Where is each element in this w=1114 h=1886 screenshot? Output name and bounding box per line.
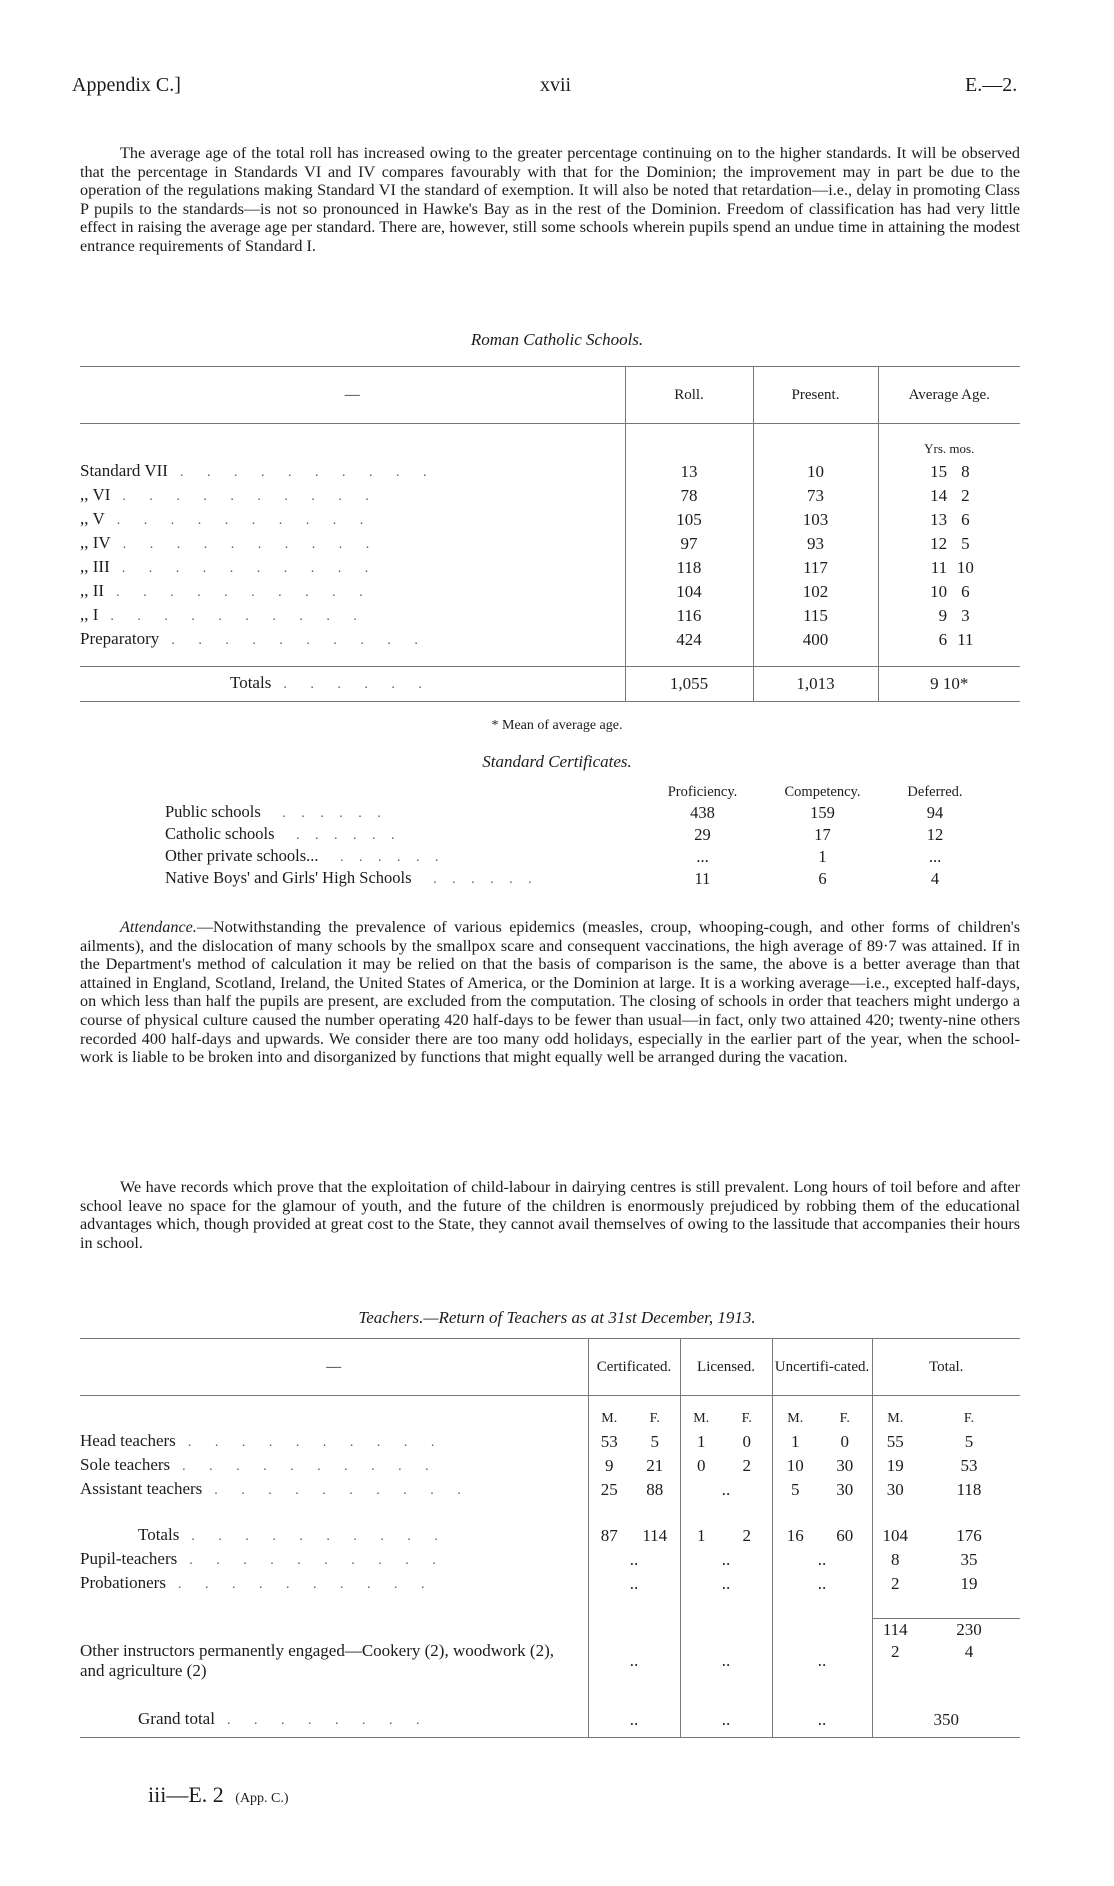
rc-row-roll: 104 xyxy=(625,580,753,604)
rc-row-yrs: 10 xyxy=(930,582,948,601)
rc-totals-roll: 1,055 xyxy=(625,667,753,702)
mf-f: F. xyxy=(649,1411,660,1426)
mf-m: M. xyxy=(872,1396,918,1431)
rc-row-present: 10 xyxy=(753,460,878,484)
empty-cell: .. xyxy=(772,1703,872,1738)
pupil-teachers-m: 8 xyxy=(872,1548,918,1572)
header-right: E.—2. xyxy=(965,74,1018,96)
certificates-row-deferred: 12 xyxy=(926,825,944,844)
rc-row-label: ,, VI xyxy=(80,485,111,504)
certificates-row-deferred: 94 xyxy=(926,803,944,822)
rc-row-yrs: 11 xyxy=(930,558,948,577)
rc-header-present: Present. xyxy=(753,367,878,424)
teachers-row-total-m: 55 xyxy=(872,1430,918,1454)
rc-totals-label: Totals xyxy=(230,673,272,692)
certificates-row: Native Boys' and Girls' High Schools . . . . . . 11 6 4 xyxy=(165,868,985,890)
attendance-heading: Attendance. xyxy=(120,918,197,936)
rc-row-yrs: 14 xyxy=(930,486,948,505)
subtotal-m: 114 xyxy=(872,1619,918,1642)
rc-row-mos: 5 xyxy=(961,534,970,553)
mf-m: M. xyxy=(588,1396,630,1431)
totals-uncert-m: 16 xyxy=(772,1524,818,1548)
rc-header-age: Average Age. xyxy=(878,367,1020,424)
header-left: Appendix C.] xyxy=(72,74,181,96)
grand-total-value: 350 xyxy=(872,1703,1020,1738)
other-f: 4 xyxy=(964,1642,974,1661)
grand-total-label: Grand total xyxy=(138,1709,215,1728)
teachers-row-cert-m: 25 xyxy=(588,1478,630,1502)
certificates-row-proficiency: ... xyxy=(696,847,709,866)
teachers-row-uncert-f: 30 xyxy=(836,1480,854,1499)
teachers-row-total-m: 30 xyxy=(872,1478,918,1502)
certificates-row-label: Public schools xyxy=(165,802,261,821)
certificates-row-proficiency: 438 xyxy=(690,803,715,822)
empty-cell: .. xyxy=(588,1641,680,1681)
empty-cell: .. xyxy=(772,1572,872,1596)
rc-row-roll: 118 xyxy=(625,556,753,580)
rc-row-mos: 6 xyxy=(961,510,970,529)
certificates-row-competency: 159 xyxy=(810,803,835,822)
rc-row-label: Standard VII xyxy=(80,461,168,480)
certificates-header-deferred: Deferred. xyxy=(907,784,963,800)
rc-table-title: Roman Catholic Schools. xyxy=(470,330,644,349)
certificates-row-label: Other private schools... xyxy=(165,846,319,865)
certificates-row-deferred: 4 xyxy=(930,869,940,888)
rc-row-label: Preparatory xyxy=(80,629,160,648)
teachers-table xyxy=(80,1338,1020,1738)
probationers-m: 2 xyxy=(872,1572,918,1596)
mf-f: F. xyxy=(963,1411,975,1426)
certificates-header-competency: Competency. xyxy=(784,784,861,800)
teachers-row-uncert-f: 0 xyxy=(840,1432,849,1451)
certificates-row-proficiency: 29 xyxy=(694,825,711,844)
rc-row-label: ,, V xyxy=(80,509,105,528)
page-number: xvii xyxy=(540,74,572,96)
teachers-row-uncert-f: 30 xyxy=(836,1456,854,1475)
certificates-table xyxy=(165,782,985,890)
teachers-row-licensed: .. xyxy=(680,1478,772,1502)
teachers-row-cert-f: 88 xyxy=(646,1480,664,1499)
grand-total-row: Grand total . . . . . . . . .. .. .. 350 xyxy=(80,1703,1020,1738)
probationers-label: Probationers xyxy=(80,1573,166,1592)
attendance-paragraph xyxy=(80,918,1020,1067)
empty-cell: .. xyxy=(588,1572,680,1596)
certificates-header-proficiency: Proficiency. xyxy=(667,784,738,800)
totals-cert-f: 114 xyxy=(642,1526,668,1545)
teachers-row-total-m: 19 xyxy=(872,1454,918,1478)
teachers-header-total: Total. xyxy=(872,1339,1020,1396)
totals-total-m: 104 xyxy=(872,1524,918,1548)
certificates-row: Catholic schools . . . . . . 29 17 12 xyxy=(165,824,985,846)
other-instructors-label: Other instructors permanently engaged—Cookery (2), woodwork (2), and agriculture (2) xyxy=(80,1641,554,1680)
rc-row-yrs: 15 xyxy=(930,462,948,481)
pupil-teachers-label: Pupil-teachers xyxy=(80,1549,178,1568)
footer xyxy=(148,1782,289,1808)
teachers-header-uncertificated: Uncertifi-cated. xyxy=(772,1339,872,1396)
teachers-row-cert-f: 21 xyxy=(646,1456,664,1475)
rc-row-mos: 11 xyxy=(957,630,974,649)
other-m: 2 xyxy=(872,1641,918,1681)
rc-table xyxy=(80,366,1020,702)
rc-row-roll: 78 xyxy=(625,484,753,508)
empty-cell: .. xyxy=(680,1641,772,1681)
totals-total-f: 176 xyxy=(956,1526,982,1545)
rc-totals-row: Totals . . . . . . 1,055 1,013 9 10* xyxy=(80,667,1020,702)
rc-row-label: ,, II xyxy=(80,581,105,600)
teachers-totals-row: Totals . . . . . . . . . . 87 114 1 2 16 60 104 176 xyxy=(80,1524,1020,1548)
rc-row-present: 73 xyxy=(753,484,878,508)
totals-uncert-f: 60 xyxy=(836,1526,854,1545)
rc-row: ,, V . . . . . . . . . . 105 103 13 6 xyxy=(80,508,1020,532)
certificates-row-competency: 6 xyxy=(818,869,827,888)
teachers-header-licensed: Licensed. xyxy=(680,1339,772,1396)
rc-row: ,, III . . . . . . . . . . 118 117 11 10 xyxy=(80,556,1020,580)
rc-header-roll: Roll. xyxy=(625,367,753,424)
rc-row-roll: 97 xyxy=(625,532,753,556)
teachers-row-uncert-m: 5 xyxy=(772,1478,818,1502)
certificates-row-proficiency: 11 xyxy=(694,869,711,888)
footer-app: (App. C.) xyxy=(235,1791,289,1806)
certificates-row-competency: 1 xyxy=(818,847,827,866)
pupil-teachers-f: 35 xyxy=(960,1550,978,1569)
teachers-row-lic-f: 0 xyxy=(742,1432,751,1451)
totals-cert-m: 87 xyxy=(588,1524,630,1548)
rc-row-yrs: 6 xyxy=(938,630,948,649)
pupil-teachers-row: Pupil-teachers . . . . . . . . . . .. .. .. 8 35 xyxy=(80,1548,1020,1572)
teachers-row-uncert-m: 1 xyxy=(772,1430,818,1454)
rc-row-yrs: 9 xyxy=(938,606,948,625)
rc-totals-age: 9 10* xyxy=(878,667,1020,702)
rc-row-mos: 3 xyxy=(961,606,970,625)
subtotal-row xyxy=(80,1619,1020,1642)
rc-row: Preparatory . . . . . . . . . . 424 400 6 11 xyxy=(80,628,1020,652)
teachers-row-label: Assistant teachers xyxy=(80,1479,203,1498)
rc-row-present: 93 xyxy=(753,532,878,556)
teachers-row: Sole teachers . . . . . . . . . . 9 21 0 2 10 30 19 53 xyxy=(80,1454,1020,1478)
intro-paragraph: The average age of the total roll has increased owing to the greater percentage continuing on to the higher standards. It will be observed that the percentage in Standards VI and IV compares favourably with that for the Dominion; the improvement may in part be due to the operation of the regulations making Standard VI the standard of exemption. It will also be noted that retardation—i.e., delay in promoting Class P pupils to the standards—is not so pronounced in Hawke's Bay as in the rest of the Dominion. Freedom of classification has had very little effect in raising the average age per standard. There are, however, still some schools wherein pupils spend an undue time in attaining the modest entrance requirements of Standard I. xyxy=(80,144,1020,255)
teachers-row-cert-m: 9 xyxy=(588,1454,630,1478)
footer-ref: iii—E. 2 xyxy=(148,1782,224,1807)
rc-row-mos: 8 xyxy=(961,462,970,481)
probationers-row: Probationers . . . . . . . . . . .. .. .. 2 19 xyxy=(80,1572,1020,1596)
rc-row: ,, I . . . . . . . . . . 116 115 9 3 xyxy=(80,604,1020,628)
rc-row-present: 102 xyxy=(753,580,878,604)
totals-lic-m: 1 xyxy=(680,1524,722,1548)
empty-cell: .. xyxy=(588,1548,680,1572)
labour-paragraph: We have records which prove that the exploitation of child-labour in dairying centres is still prevalent. Long hours of toil before and after school leave no space for the glamour of youth, and the future of the children is enormously prejudiced by robbing them of the educational advantages which, though provided at great cost to the State, they cannot avail themselves of owing to the lassitude that accompanies their hours in school. xyxy=(80,1178,1020,1252)
rc-footnote: * Mean of average age. xyxy=(491,718,623,733)
rc-row-mos: 6 xyxy=(961,582,970,601)
teachers-row-total-f: 5 xyxy=(964,1432,974,1451)
teachers-table-title: Teachers.—Return of Teachers as at 31st December, 1913. xyxy=(358,1308,756,1327)
mf-f: F. xyxy=(839,1411,850,1426)
rc-row-label: ,, IV xyxy=(80,533,111,552)
rc-row-yrs: 12 xyxy=(930,534,948,553)
rc-row-present: 115 xyxy=(753,604,878,628)
rc-row-mos: 2 xyxy=(961,486,970,505)
teachers-row-lic-m: 0 xyxy=(680,1454,722,1478)
empty-cell: .. xyxy=(680,1703,772,1738)
teachers-row-cert-f: 5 xyxy=(650,1432,659,1451)
rc-row: ,, IV . . . . . . . . . . 97 93 12 5 xyxy=(80,532,1020,556)
certificates-row-competency: 17 xyxy=(814,825,831,844)
teachers-row-label: Head teachers xyxy=(80,1431,176,1450)
certificates-row-deferred: ... xyxy=(928,847,942,866)
teachers-header-label: — xyxy=(326,1359,342,1375)
mf-f: F. xyxy=(741,1411,752,1426)
empty-cell: .. xyxy=(680,1548,772,1572)
rc-header-label: — xyxy=(80,367,625,424)
rc-row-yrs: 13 xyxy=(930,510,948,529)
rc-row-label: ,, I xyxy=(80,605,99,624)
teachers-header-certificated: Certificated. xyxy=(588,1339,680,1396)
teachers-row-lic-m: 1 xyxy=(680,1430,722,1454)
rc-row-roll: 424 xyxy=(625,628,753,652)
teachers-row-uncert-m: 10 xyxy=(772,1454,818,1478)
rc-row-present: 117 xyxy=(753,556,878,580)
certificates-row-label: Native Boys' and Girls' High Schools xyxy=(165,868,412,887)
mf-m: M. xyxy=(680,1396,722,1431)
certificates-row-label: Catholic schools xyxy=(165,824,275,843)
rc-row-label: ,, III xyxy=(80,557,110,576)
totals-lic-f: 2 xyxy=(742,1526,751,1545)
teachers-row-cert-m: 53 xyxy=(588,1430,630,1454)
mf-m: M. xyxy=(772,1396,818,1431)
certificates-title: Standard Certificates. xyxy=(482,752,632,771)
rc-row: ,, VI . . . . . . . . . . 78 73 14 2 xyxy=(80,484,1020,508)
rc-row-roll: 116 xyxy=(625,604,753,628)
teachers-totals-label: Totals xyxy=(138,1525,180,1544)
rc-row-roll: 13 xyxy=(625,460,753,484)
rc-row-mos: 10 xyxy=(956,558,974,577)
teachers-row-label: Sole teachers xyxy=(80,1455,171,1474)
rc-units: Yrs. mos. xyxy=(878,424,1020,461)
rc-totals-present: 1,013 xyxy=(753,667,878,702)
teachers-mf-row xyxy=(80,1396,1020,1431)
rc-row-roll: 105 xyxy=(625,508,753,532)
other-instructors-row xyxy=(80,1641,1020,1681)
teachers-row: Head teachers . . . . . . . . . . 53 5 1 0 1 0 55 5 xyxy=(80,1430,1020,1454)
probationers-f: 19 xyxy=(960,1574,978,1593)
rc-row-present: 400 xyxy=(753,628,878,652)
empty-cell: .. xyxy=(680,1572,772,1596)
rc-row: ,, II . . . . . . . . . . 104 102 10 6 xyxy=(80,580,1020,604)
certificates-row: Public schools . . . . . . 438 159 94 xyxy=(165,802,985,824)
teachers-row: Assistant teachers . . . . . . . . . . 25 88 .. 5 30 30 118 xyxy=(80,1478,1020,1502)
rc-row: Standard VII . . . . . . . . . . 13 10 15 8 xyxy=(80,460,1020,484)
subtotal-f: 230 xyxy=(918,1619,1020,1642)
teachers-row-lic-f: 2 xyxy=(742,1456,751,1475)
empty-cell: .. xyxy=(772,1641,872,1681)
empty-cell: .. xyxy=(588,1703,680,1738)
rc-row-present: 103 xyxy=(753,508,878,532)
certificates-row: Other private schools... . . . . . . ... 1 ... xyxy=(165,846,985,868)
empty-cell: .. xyxy=(772,1548,872,1572)
teachers-row-total-f: 53 xyxy=(960,1456,978,1475)
teachers-row-total-f: 118 xyxy=(956,1480,982,1499)
attendance-body: —Notwithstanding the prevalence of various epidemics (measles, croup, whooping-cough, and other forms of children's ailments), and the dislocation of many schools by the smallpox scare and consequent vaccinations, the high average of 89·7 was attained. If in the Department's method of calculation it may be relied on that the basis of comparison is the same, the above is a better average than that attained in England, Scotland, Ireland, the United States of America, or the Dominion at large. It is a working average—i.e., excepted half-days, on which less than half the pupils are present, are excluded from the computation. The closing of schools in order that teachers might undergo a course of physical culture caused the number operating 420 half-days to be fewer than usual—in fact, only two attained 420; twenty-nine others recorded 400 half-days and upwards. We consider there are too many odd holidays, especially in the earlier part of the year, when the school-work is liable to be broken into and disorganized by functions that might equally well be arranged during the vacation. xyxy=(80,918,1020,1067)
